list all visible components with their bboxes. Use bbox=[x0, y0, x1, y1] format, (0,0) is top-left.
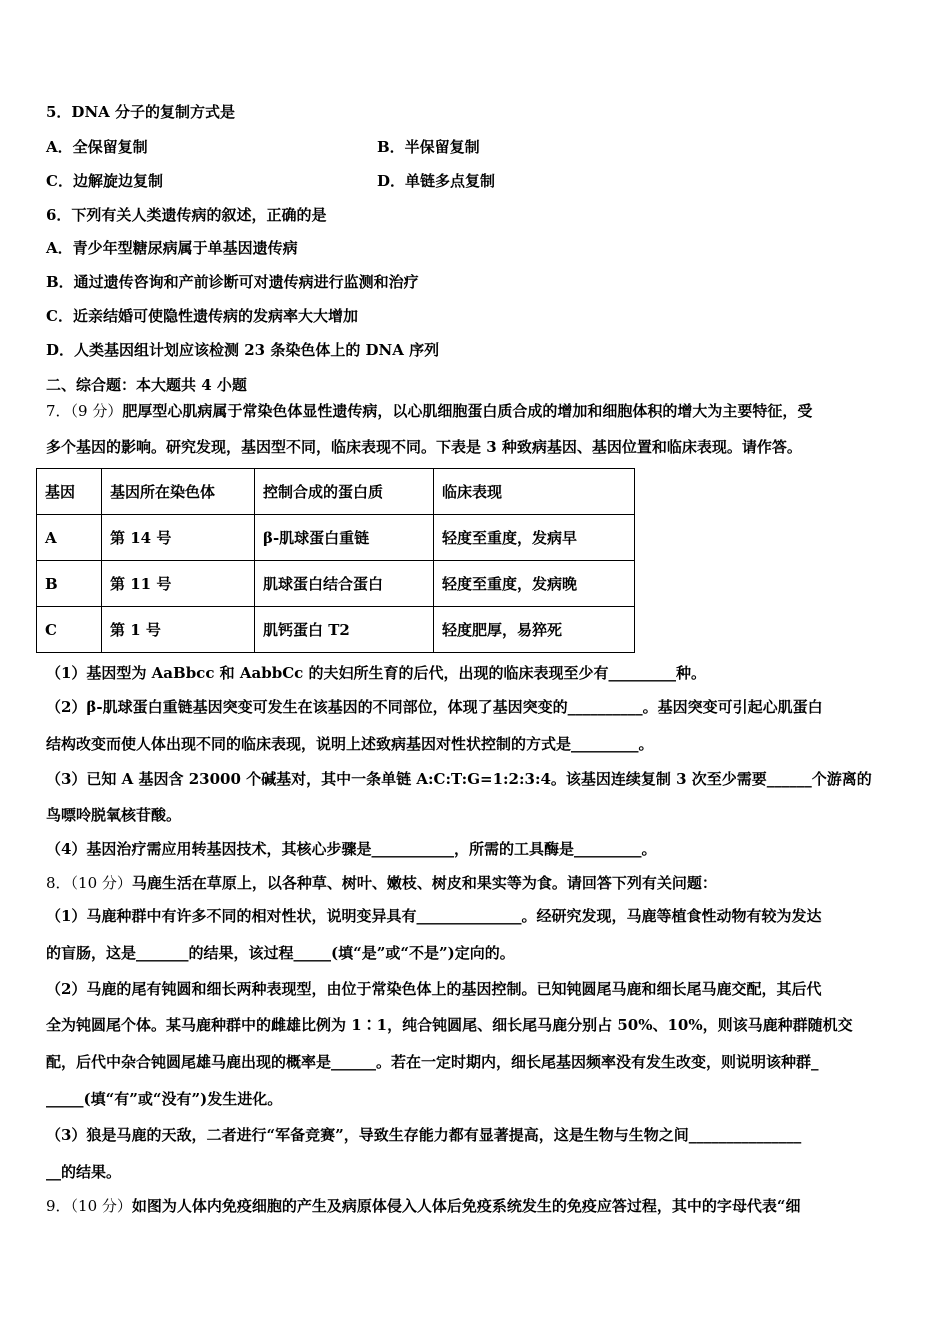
table-cell: B bbox=[37, 561, 102, 607]
q8-part3-line1: （3）狼是马鹿的天敌，二者进行“军备竞赛”，导致生存能力都有显著提高，这是生物与生物之间_______________ bbox=[46, 1126, 802, 1144]
table-cell: 第 14 号 bbox=[102, 515, 255, 561]
table-cell: 肌钙蛋白 T2 bbox=[255, 607, 434, 653]
table-cell: 轻度至重度，发病晚 bbox=[434, 561, 635, 607]
q8-part3-line2: __的结果。 bbox=[46, 1163, 122, 1181]
table-header-row bbox=[37, 469, 635, 515]
q5-option-a: A．全保留复制 bbox=[46, 138, 148, 156]
table-cell: A bbox=[37, 515, 102, 561]
table-cell: β-肌球蛋白重链 bbox=[255, 515, 434, 561]
table-cell: 第 11 号 bbox=[102, 561, 255, 607]
q5-stem: 5．DNA 分子的复制方式是 bbox=[46, 103, 236, 121]
q8-part2-line2: 全为钝圆尾个体。某马鹿种群中的雌雄比例为 1∶1，纯合钝圆尾、细长尾马鹿分别占 50%、10%，则该马鹿种群随机交 bbox=[46, 1016, 853, 1034]
gene-table bbox=[36, 468, 635, 653]
q7-part4: （4）基因治疗需应用转基因技术，其核心步骤是___________，所需的工具酶是_________。 bbox=[46, 840, 657, 858]
table-header-cell: 控制合成的蛋白质 bbox=[255, 469, 434, 515]
table-row bbox=[37, 607, 635, 653]
q7-stem-line2: 多个基因的影响。研究发现，基因型不同，临床表现不同。下表是 3 种致病基因、基因位置和临床表现。请作答。 bbox=[46, 438, 802, 456]
table-cell: 肌球蛋白结合蛋白 bbox=[255, 561, 434, 607]
table-header-cell: 基因所在染色体 bbox=[102, 469, 255, 515]
q5-option-c: C．边解旋边复制 bbox=[46, 172, 163, 190]
q7-part3-line2: 鸟嘌呤脱氧核苷酸。 bbox=[46, 806, 182, 824]
q6-option-a: A．青少年型糖尿病属于单基因遗传病 bbox=[46, 239, 298, 257]
table-header-cell: 基因 bbox=[37, 469, 102, 515]
q8-part1-line2: 的盲肠，这是_______的结果，该过程_____(填“是”或“不是”)定向的。 bbox=[46, 944, 515, 962]
q6-stem: 6．下列有关人类遗传病的叙述，正确的是 bbox=[46, 206, 327, 224]
q9-number: 9．（10 分） bbox=[46, 1197, 132, 1215]
q7-stem-line1 bbox=[46, 401, 904, 421]
q9-stem bbox=[46, 1196, 904, 1216]
q7-part1: （1）基因型为 AaBbcc 和 AabbCc 的夫妇所生育的后代，出现的临床表现至少有_________种。 bbox=[46, 664, 707, 682]
table-cell: 第 1 号 bbox=[102, 607, 255, 653]
q6-option-d: D．人类基因组计划应该检测 23 条染色体上的 DNA 序列 bbox=[46, 341, 440, 359]
q5-option-d: D．单链多点复制 bbox=[377, 172, 496, 190]
q7-number: 7．（9 分） bbox=[46, 402, 123, 420]
q9-stem-text: 如图为人体内免疫细胞的产生及病原体侵入人体后免疫系统发生的免疫应答过程，其中的字母代表“细 bbox=[131, 1197, 801, 1215]
table-header-cell: 临床表现 bbox=[434, 469, 635, 515]
q8-stem-text: 马鹿生活在草原上，以各种草、树叶、嫩枝、树皮和果实等为食。请回答下列有关问题： bbox=[131, 874, 717, 892]
q6-option-c: C．近亲结婚可使隐性遗传病的发病率大大增加 bbox=[46, 307, 358, 325]
q5-option-b: B．半保留复制 bbox=[377, 138, 480, 156]
q8-part2-line4: _____(填“有”或“没有”)发生进化。 bbox=[46, 1090, 283, 1108]
q8-number: 8．（10 分） bbox=[46, 874, 132, 892]
q8-part1-line1: （1）马鹿种群中有许多不同的相对性状，说明变异具有______________。经研究发现，马鹿等植食性动物有较为发达 bbox=[46, 907, 822, 925]
q7-part3-line1: （3）已知 A 基因含 23000 个碱基对，其中一条单链 A:C:T:G=1:2:3:4。该基因连续复制 3 次至少需要______个游离的 bbox=[46, 770, 872, 788]
q8-stem bbox=[46, 873, 904, 893]
q7-part2-line1: （2）β-肌球蛋白重链基因突变可发生在该基因的不同部位，体现了基因突变的__________。基因突变可引起心肌蛋白 bbox=[46, 698, 823, 716]
q7-part2-line2: 结构改变而使人体出现不同的临床表现，说明上述致病基因对性状控制的方式是_________。 bbox=[46, 735, 654, 753]
q8-part2-line3: 配，后代中杂合钝圆尾雄马鹿出现的概率是______。若在一定时期内，细长尾基因频率没有发生改变，则说明该种群_ bbox=[46, 1053, 819, 1071]
q8-part2-line1: （2）马鹿的尾有钝圆和细长两种表现型，由位于常染色体上的基因控制。已知钝圆尾马鹿和细长尾马鹿交配，其后代 bbox=[46, 980, 822, 998]
table-cell: 轻度至重度，发病早 bbox=[434, 515, 635, 561]
table-row bbox=[37, 515, 635, 561]
q7-stem-text: 肥厚型心肌病属于常染色体显性遗传病，以心肌细胞蛋白质合成的增加和细胞体积的增大为主要特征，受 bbox=[122, 402, 813, 420]
table-row bbox=[37, 561, 635, 607]
section-title: 二、综合题：本大题共 4 小题 bbox=[46, 376, 247, 394]
q6-option-b: B．通过遗传咨询和产前诊断可对遗传病进行监测和治疗 bbox=[46, 273, 419, 291]
table-cell: C bbox=[37, 607, 102, 653]
table-cell: 轻度肥厚，易猝死 bbox=[434, 607, 635, 653]
